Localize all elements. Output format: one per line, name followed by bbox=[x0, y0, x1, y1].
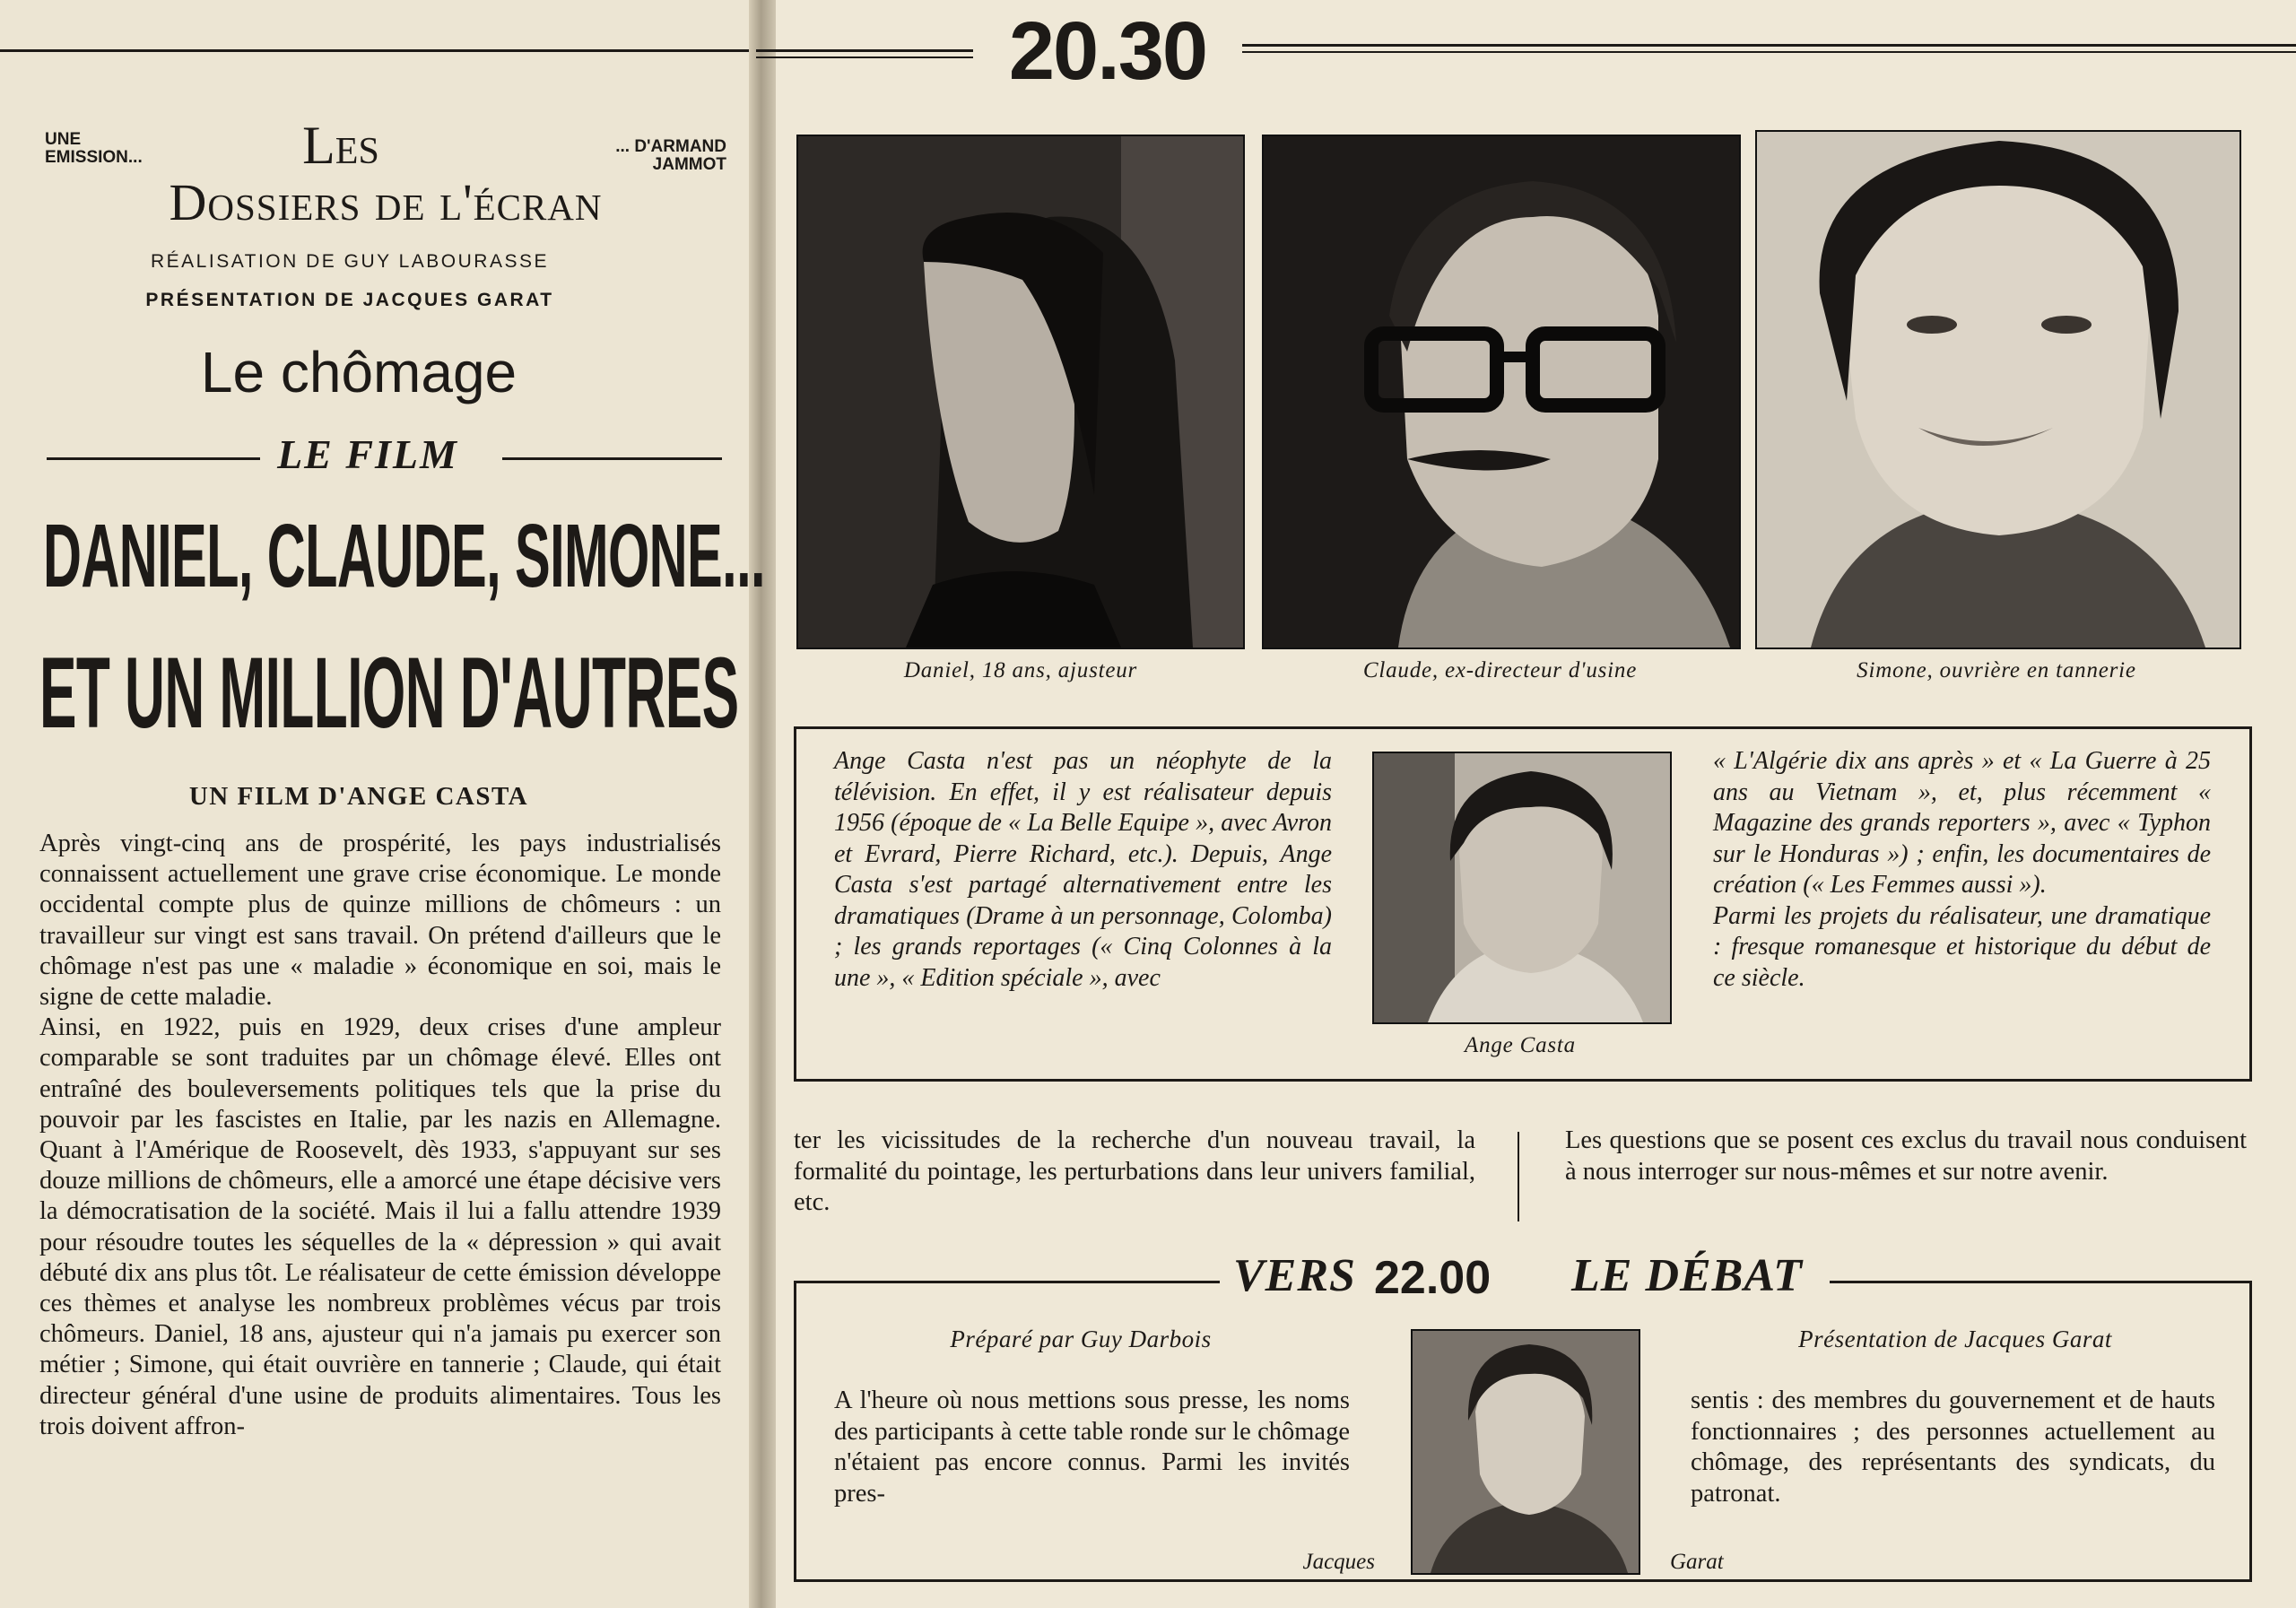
photo-simone bbox=[1755, 130, 2241, 649]
armand-jammot-label: ... D'ARMAND JAMMOT bbox=[615, 137, 726, 174]
caption-claude: Claude, ex-directeur d'usine bbox=[1362, 658, 1638, 682]
broadcast-time: 20.30 bbox=[1008, 5, 1207, 97]
left-article-body bbox=[39, 829, 721, 1442]
claude-portrait-image bbox=[1264, 136, 1739, 648]
subject-title: Le chômage bbox=[200, 340, 517, 404]
presentation-credit: PRÉSENTATION DE JACQUES GARAT bbox=[145, 290, 554, 310]
headline-line-1: DANIEL, CLAUDE, SIMONE... bbox=[43, 506, 765, 606]
simone-portrait-image bbox=[1757, 132, 2239, 648]
film-byline: UN FILM D'ANGE CASTA bbox=[188, 782, 529, 811]
debate-prepared-by: Préparé par Guy Darbois bbox=[950, 1326, 1212, 1352]
photo-claude bbox=[1262, 135, 1741, 649]
top-rule-right-2 bbox=[1242, 51, 2296, 53]
casta-bio-col3-para2: Parmi les projets du réalisateur, une dramatique : fresque romanesque et historique du début de ce siècle. bbox=[1713, 901, 2211, 992]
debate-time: 22.00 bbox=[1374, 1252, 1492, 1304]
le-film-heading: LE FILM bbox=[277, 431, 458, 477]
jacques-garat-portrait-image bbox=[1413, 1331, 1639, 1573]
casta-bio-col1: Ange Casta n'est pas un néophyte de la télévision. En effet, il y est réalisateur depuis 1956 (époque de « La Belle Equipe », avec Avron et Evrard, Pierre Richard, etc.). Depuis, Ange Casta s'est partagé alternativement entre les dramatiques (Drame à un personnage, Colomba) ; les grands reportages (« Cinq Colonnes à la une », « Edition spéciale », avec bbox=[834, 747, 1332, 992]
caption-daniel: Daniel, 18 ans, ajusteur bbox=[903, 658, 1138, 682]
caption-ange-casta: Ange Casta bbox=[1465, 1033, 1576, 1057]
daniel-portrait-image bbox=[798, 136, 1243, 648]
photo-ange-casta bbox=[1372, 752, 1672, 1024]
caption-jacques: Jacques bbox=[1272, 1550, 1375, 1575]
debate-title: LE DÉBAT bbox=[1571, 1250, 1803, 1301]
une-emission-label: UNE EMISSION... bbox=[45, 130, 143, 167]
top-rule-left bbox=[0, 49, 749, 52]
le-film-rule-right bbox=[502, 457, 722, 460]
caption-garat: Garat bbox=[1670, 1550, 1760, 1575]
debate-col2: sentis : des membres du gouvernement et de hauts fonctionnaires ; des personnes actuellement au chômage, des représentants des syndicats, du patronat. bbox=[1691, 1386, 2215, 1508]
article-paragraph-2: Ainsi, en 1922, puis en 1929, deux crises d'une ampleur comparable se sont traduites par un chômage élevé. Elles ont entraîné des bouleversements politiques tels que la prise du pouvoir par les fascistes en Italie, par les nazis en Allemagne. Quant à l'Amérique de Roosevelt, dès 1933, s'appuyant sur ses douze millions de chômeurs, elle a amorcé une étape décisive vers la démocratisation de la société. Mais il lui a fallu attendre 1939 pour résoudre toutes les séquelles de la « dépression » qui avait débuté dix ans plus tôt. Le réalisateur de cette émission développe ces thèmes et analyse les nombreux problèmes vécus par trois chômeurs. Daniel, 18 ans, ajusteur qui n'a jamais pu exercer son métier ; Simone, qui était ouvrière en tannerie ; Claude, qui était directeur général d'une usine de produits alimentaires. Tous les trois doivent affron- bbox=[39, 1013, 721, 1440]
casta-bio-col3-para1: « L'Algérie dix ans après » et « La Guerre à 25 ans au Vietnam », et, plus récemment « Magazine des grands reporters », avec « Typhon sur le Honduras ») ; enfin, les documentaires de création (« Les Femmes aussi »). bbox=[1713, 747, 2211, 899]
article-paragraph-1: Après vingt-cinq ans de prospérité, les pays industrialisés connaissent actuellement une grave crise économique. Le monde occidental compte plus de quinze millions de chômeurs : un travailleur sur vingt est sans travail. On prétend d'ailleurs que le chômage n'est pas une « maladie » économique en soi, mais le signe de cette maladie. bbox=[39, 830, 721, 1012]
show-title: Dossiers de l'écran bbox=[169, 173, 603, 231]
column-divider bbox=[1518, 1132, 1519, 1221]
top-rule-right bbox=[1242, 44, 2296, 47]
le-film-rule-left bbox=[47, 457, 260, 460]
debate-presented-by: Présentation de Jacques Garat bbox=[1798, 1326, 2112, 1352]
page-gutter bbox=[749, 0, 776, 1608]
top-rule-mid-left bbox=[756, 49, 973, 52]
debate-vers: VERS bbox=[1233, 1250, 1356, 1301]
ange-casta-portrait-image bbox=[1374, 753, 1670, 1022]
show-title-les: Les bbox=[302, 116, 379, 175]
top-rule-mid-left-2 bbox=[756, 56, 973, 58]
continuation-col1: ter les vicissitudes de la recherche d'un nouveau travail, la formalité du pointage, les perturbations dans leur univers familial, etc. bbox=[794, 1126, 1475, 1216]
continuation-col2: Les questions que se posent ces exclus du travail nous conduisent à nous interroger sur nous-mêmes et sur notre avenir. bbox=[1565, 1126, 2247, 1186]
headline-line-2: ET UN MILLION D'AUTRES bbox=[39, 637, 739, 749]
caption-simone: Simone, ouvrière en tannerie bbox=[1857, 658, 2136, 682]
debate-col1: A l'heure où nous mettions sous presse, les noms des participants à cette table ronde sur le chômage n'étaient pas encore connus. Parmi les invités pres- bbox=[834, 1386, 1350, 1508]
photo-daniel bbox=[796, 135, 1245, 649]
photo-jacques-garat bbox=[1411, 1329, 1640, 1575]
realisation-credit: RÉALISATION DE GUY LABOURASSE bbox=[151, 251, 549, 272]
casta-bio-col3 bbox=[1713, 746, 2211, 994]
